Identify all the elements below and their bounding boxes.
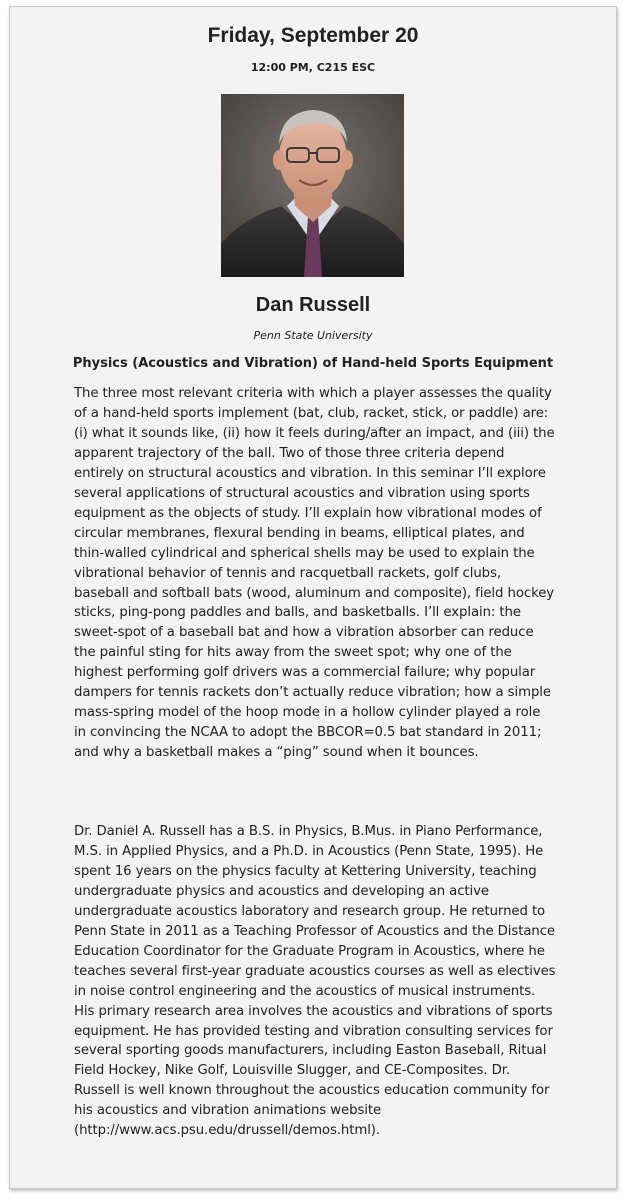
bio-line: teaches several first-year graduate acoustics courses as well as electives [74, 963, 556, 979]
abstract-line: the painful sting for hits away from the sweet spot; why one of the [74, 645, 512, 661]
bio-line: Education Coordinator for the Graduate Program in Acoustics, where he [74, 943, 545, 959]
talk-abstract [74, 384, 554, 763]
bio-line: in noise control engineering and the acoustics of musical instruments. [74, 983, 536, 999]
abstract-line: several applications of structural acoustics and vibration using sports [74, 485, 530, 501]
bio-line: (http://www.acs.psu.edu/drussell/demos.html). [74, 1123, 381, 1139]
bio-line: Dr. Daniel A. Russell has a B.S. in Physics, B.Mus. in Piano Performance, [74, 824, 543, 839]
seminar-card [9, 6, 617, 1189]
abstract-line: sticks, ping-pong paddles and balls, and basketballs. I’ll explain: the [74, 605, 521, 621]
event-time-location: 12:00 PM, C215 ESC [250, 61, 376, 74]
bio-line: Field Hockey, Nike Golf, Louisville Slugger, and CE-Composites. Dr. [74, 1063, 510, 1079]
abstract-line: entirely on structural acoustics and vibration. In this seminar I’ll explore [74, 465, 546, 481]
abstract-line: dampers for tennis rackets don’t actually reduce vibration; how a simple [74, 685, 551, 701]
abstract-line: highest performing golf drivers was a commercial failure; why popular [74, 665, 536, 681]
bio-line: equipment. He has provided testing and vibration consulting services for [74, 1023, 553, 1039]
abstract-line: apparent trajectory of the ball. Two of those three criteria depend [74, 445, 505, 461]
speaker-bio [74, 822, 554, 1141]
abstract-line: thin-walled cylindrical and spherical shells may be used to explain the [74, 545, 535, 561]
speaker-affiliation: Penn State University [253, 329, 373, 342]
abstract-line: vibrational behavior of tennis and racquetball rackets, golf clubs, [74, 565, 501, 581]
speaker-portrait-graphic [221, 94, 404, 277]
abstract-line: The three most relevant criteria with which a player assesses the quality [74, 386, 552, 401]
abstract-line: in convincing the NCAA to adopt the BBCOR=0.5 bat standard in 2011; [74, 725, 542, 741]
bio-line: Penn State in 2011 as a Teaching Professor of Acoustics and the Distance [74, 923, 555, 939]
bio-line: Russell is well known throughout the acoustics education community for [74, 1083, 550, 1099]
abstract-line: (i) what it sounds like, (ii) how it feels during/after an impact, and (iii) the [74, 425, 555, 441]
abstract-line: of a hand-held sports implement (bat, club, racket, stick, or paddle) are: [74, 405, 549, 421]
abstract-line: equipment as the objects of study. I’ll explain how vibrational modes of [74, 505, 542, 521]
abstract-line: baseball and softball bats (wood, aluminum and composite), field hockey [74, 585, 555, 601]
abstract-line: mass-spring model of the hoop mode in a hollow cylinder played a role [74, 705, 541, 721]
talk-title: Physics (Acoustics and Vibration) of Hand-held Sports Equipment [72, 356, 554, 371]
bio-line: His primary research area involves the acoustics and vibrations of sports [74, 1003, 553, 1019]
abstract-line: and why a basketball makes a “ping” sound when it bounces. [74, 745, 479, 761]
abstract-line: circular membranes, flexural bending in beams, elliptical plates, and [74, 525, 525, 541]
bio-line: several sporting goods manufacturers, including Easton Baseball, Ritual [74, 1043, 547, 1059]
bio-line: M.S. in Applied Physics, and a Ph.D. in Acoustics (Penn State, 1995). He [74, 843, 544, 859]
bio-line: his acoustics and vibration animations website [74, 1103, 382, 1119]
abstract-line: sweet-spot of a baseball bat and how a vibration absorber can reduce [74, 625, 534, 641]
speaker-photo [221, 94, 404, 277]
bio-line: undergraduate acoustics laboratory and research group. He returned to [74, 903, 546, 919]
event-date: Friday, September 20 [207, 24, 419, 47]
bio-line: spent 16 years on the physics faculty at Kettering University, teaching [74, 863, 537, 879]
bio-line: undergraduate physics and acoustics and developing an active [74, 883, 489, 899]
speaker-name: Dan Russell [255, 294, 371, 316]
